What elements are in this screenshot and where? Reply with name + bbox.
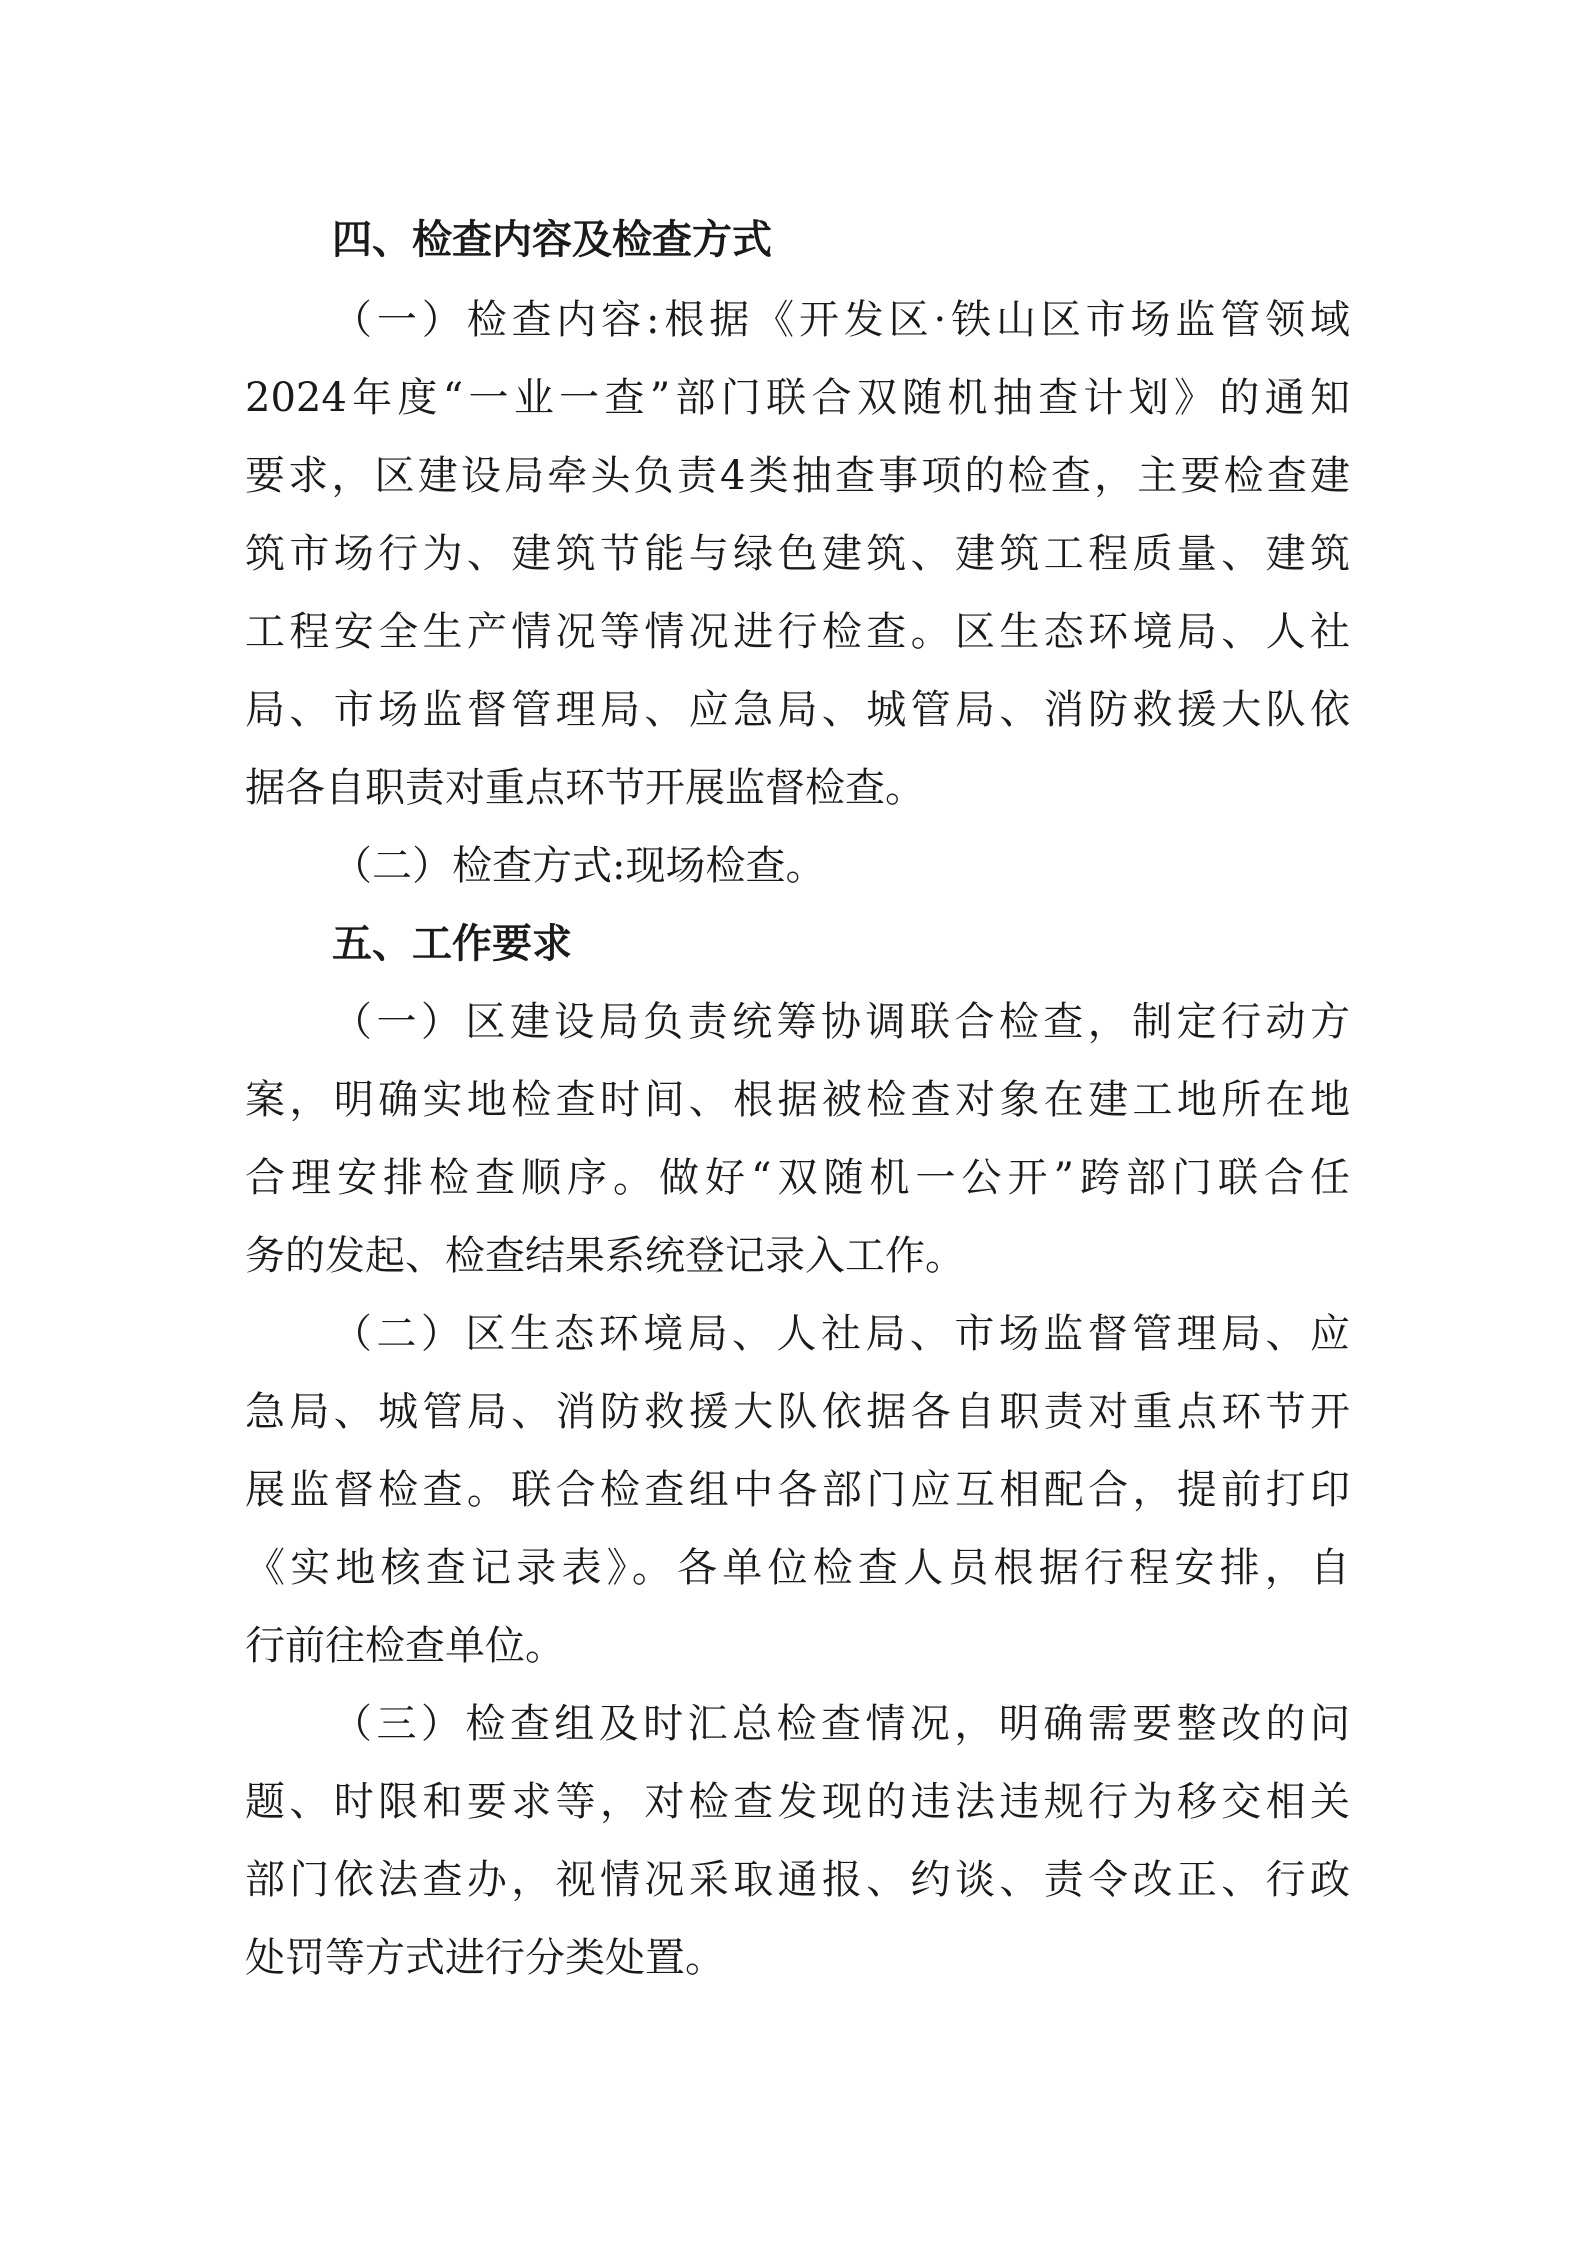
text-line: 展监督检查。联合检查组中各部门应互相配合，提前打印 [245, 1467, 1350, 1513]
text-line: 案，明确实地检查时间、根据被检查对象在建工地所在地 [245, 1077, 1350, 1123]
text-line: 合理安排检查顺序。做好“双随机一公开”跨部门联合任 [245, 1155, 1350, 1201]
text-line: 务的发起、检查结果系统登记录入工作。 [245, 1233, 965, 1279]
text-line: （一）检查内容:根据《开发区·铁山区市场监管领域 [332, 297, 1350, 343]
text-line: 处罚等方式进行分类处置。 [245, 1935, 725, 1981]
text-line: 题、时限和要求等，对检查发现的违法违规行为移交相关 [245, 1779, 1350, 1825]
section-heading-4: 四、检查内容及检查方式 [332, 217, 772, 263]
text-line: （二）区生态环境局、人社局、市场监督管理局、应 [332, 1311, 1350, 1357]
text-line: 急局、城管局、消防救援大队依据各自职责对重点环节开 [245, 1389, 1350, 1435]
text-line: 筑市场行为、建筑节能与绿色建筑、建筑工程质量、建筑 [245, 531, 1350, 577]
text-line: 部门依法查办，视情况采取通报、约谈、责令改正、行政 [245, 1857, 1350, 1903]
text-line: （一）区建设局负责统筹协调联合检查，制定行动方 [332, 999, 1350, 1045]
text-line: 要求，区建设局牵头负责4类抽查事项的检查，主要检查建 [245, 453, 1350, 499]
text-line: 《实地核查记录表》。各单位检查人员根据行程安排，自 [245, 1545, 1350, 1591]
text-line: 局、市场监督管理局、应急局、城管局、消防救援大队依 [245, 687, 1350, 733]
text-line: 工程安全生产情况等情况进行检查。区生态环境局、人社 [245, 609, 1350, 655]
section-heading-5: 五、工作要求 [332, 921, 572, 967]
text-line: 行前往检查单位。 [245, 1623, 565, 1669]
text-line: （三）检查组及时汇总检查情况，明确需要整改的问 [332, 1701, 1350, 1747]
text-line: 据各自职责对重点环节开展监督检查。 [245, 765, 925, 811]
text-line: （二）检查方式:现场检查。 [332, 843, 826, 889]
text-line: 2024年度“一业一查”部门联合双随机抽查计划》的通知 [245, 375, 1350, 421]
